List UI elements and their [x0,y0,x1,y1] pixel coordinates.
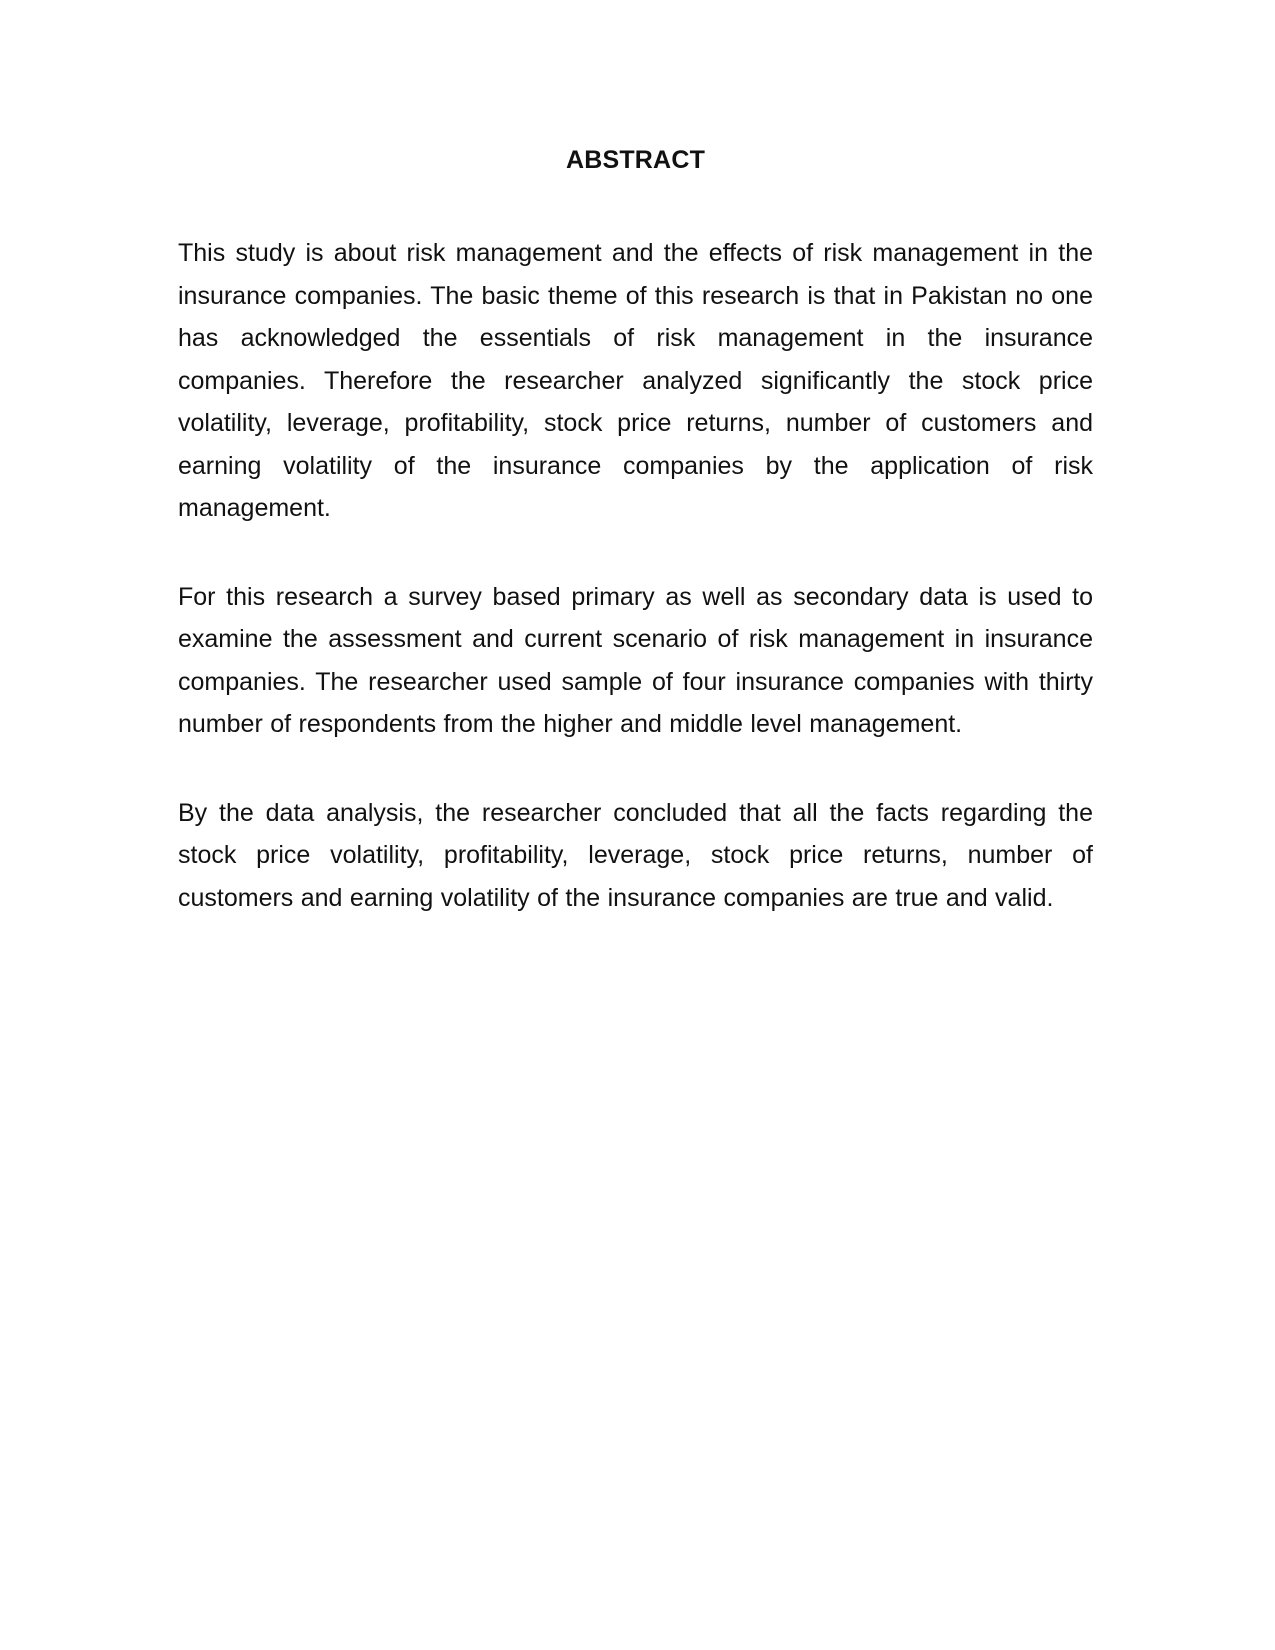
paragraph-1 [178,232,1093,530]
abstract-section [178,145,1093,919]
paragraph-line: This study is about risk management and the effects of risk management in the [178,239,1093,267]
paragraph-line: insurance companies. The basic theme of this research is that in Pakistan no one [178,281,1093,310]
paragraph-line: customers and earning volatility of the insurance companies are true and valid. [178,883,1054,912]
paragraph-3 [178,792,1093,920]
paragraph-line: number of respondents from the higher and middle level management. [178,710,963,738]
paragraph-line: volatility, leverage, profitability, stock price returns, number of customers and [178,409,1093,437]
paragraph-line: companies. The researcher used sample of four insurance companies with thirty [178,667,1093,696]
paragraph-2 [178,576,1093,746]
paragraph-line: stock price volatility, profitability, leverage, stock price returns, number of [178,841,1093,869]
paragraph-line: By the data analysis, the researcher concluded that all the facts regarding the [178,798,1093,827]
paragraph-line: management. [178,494,331,522]
paragraph-line: has acknowledged the essentials of risk management in the insurance [178,324,1093,352]
paragraph-line: For this research a survey based primary as well as secondary data is used to [178,582,1093,611]
paragraph-line: earning volatility of the insurance companies by the application of risk [178,451,1093,480]
page-title: ABSTRACT [565,146,706,174]
paragraph-line: examine the assessment and current scenario of risk management in insurance [178,625,1093,653]
paragraph-line: companies. Therefore the researcher analyzed significantly the stock price [178,366,1093,395]
